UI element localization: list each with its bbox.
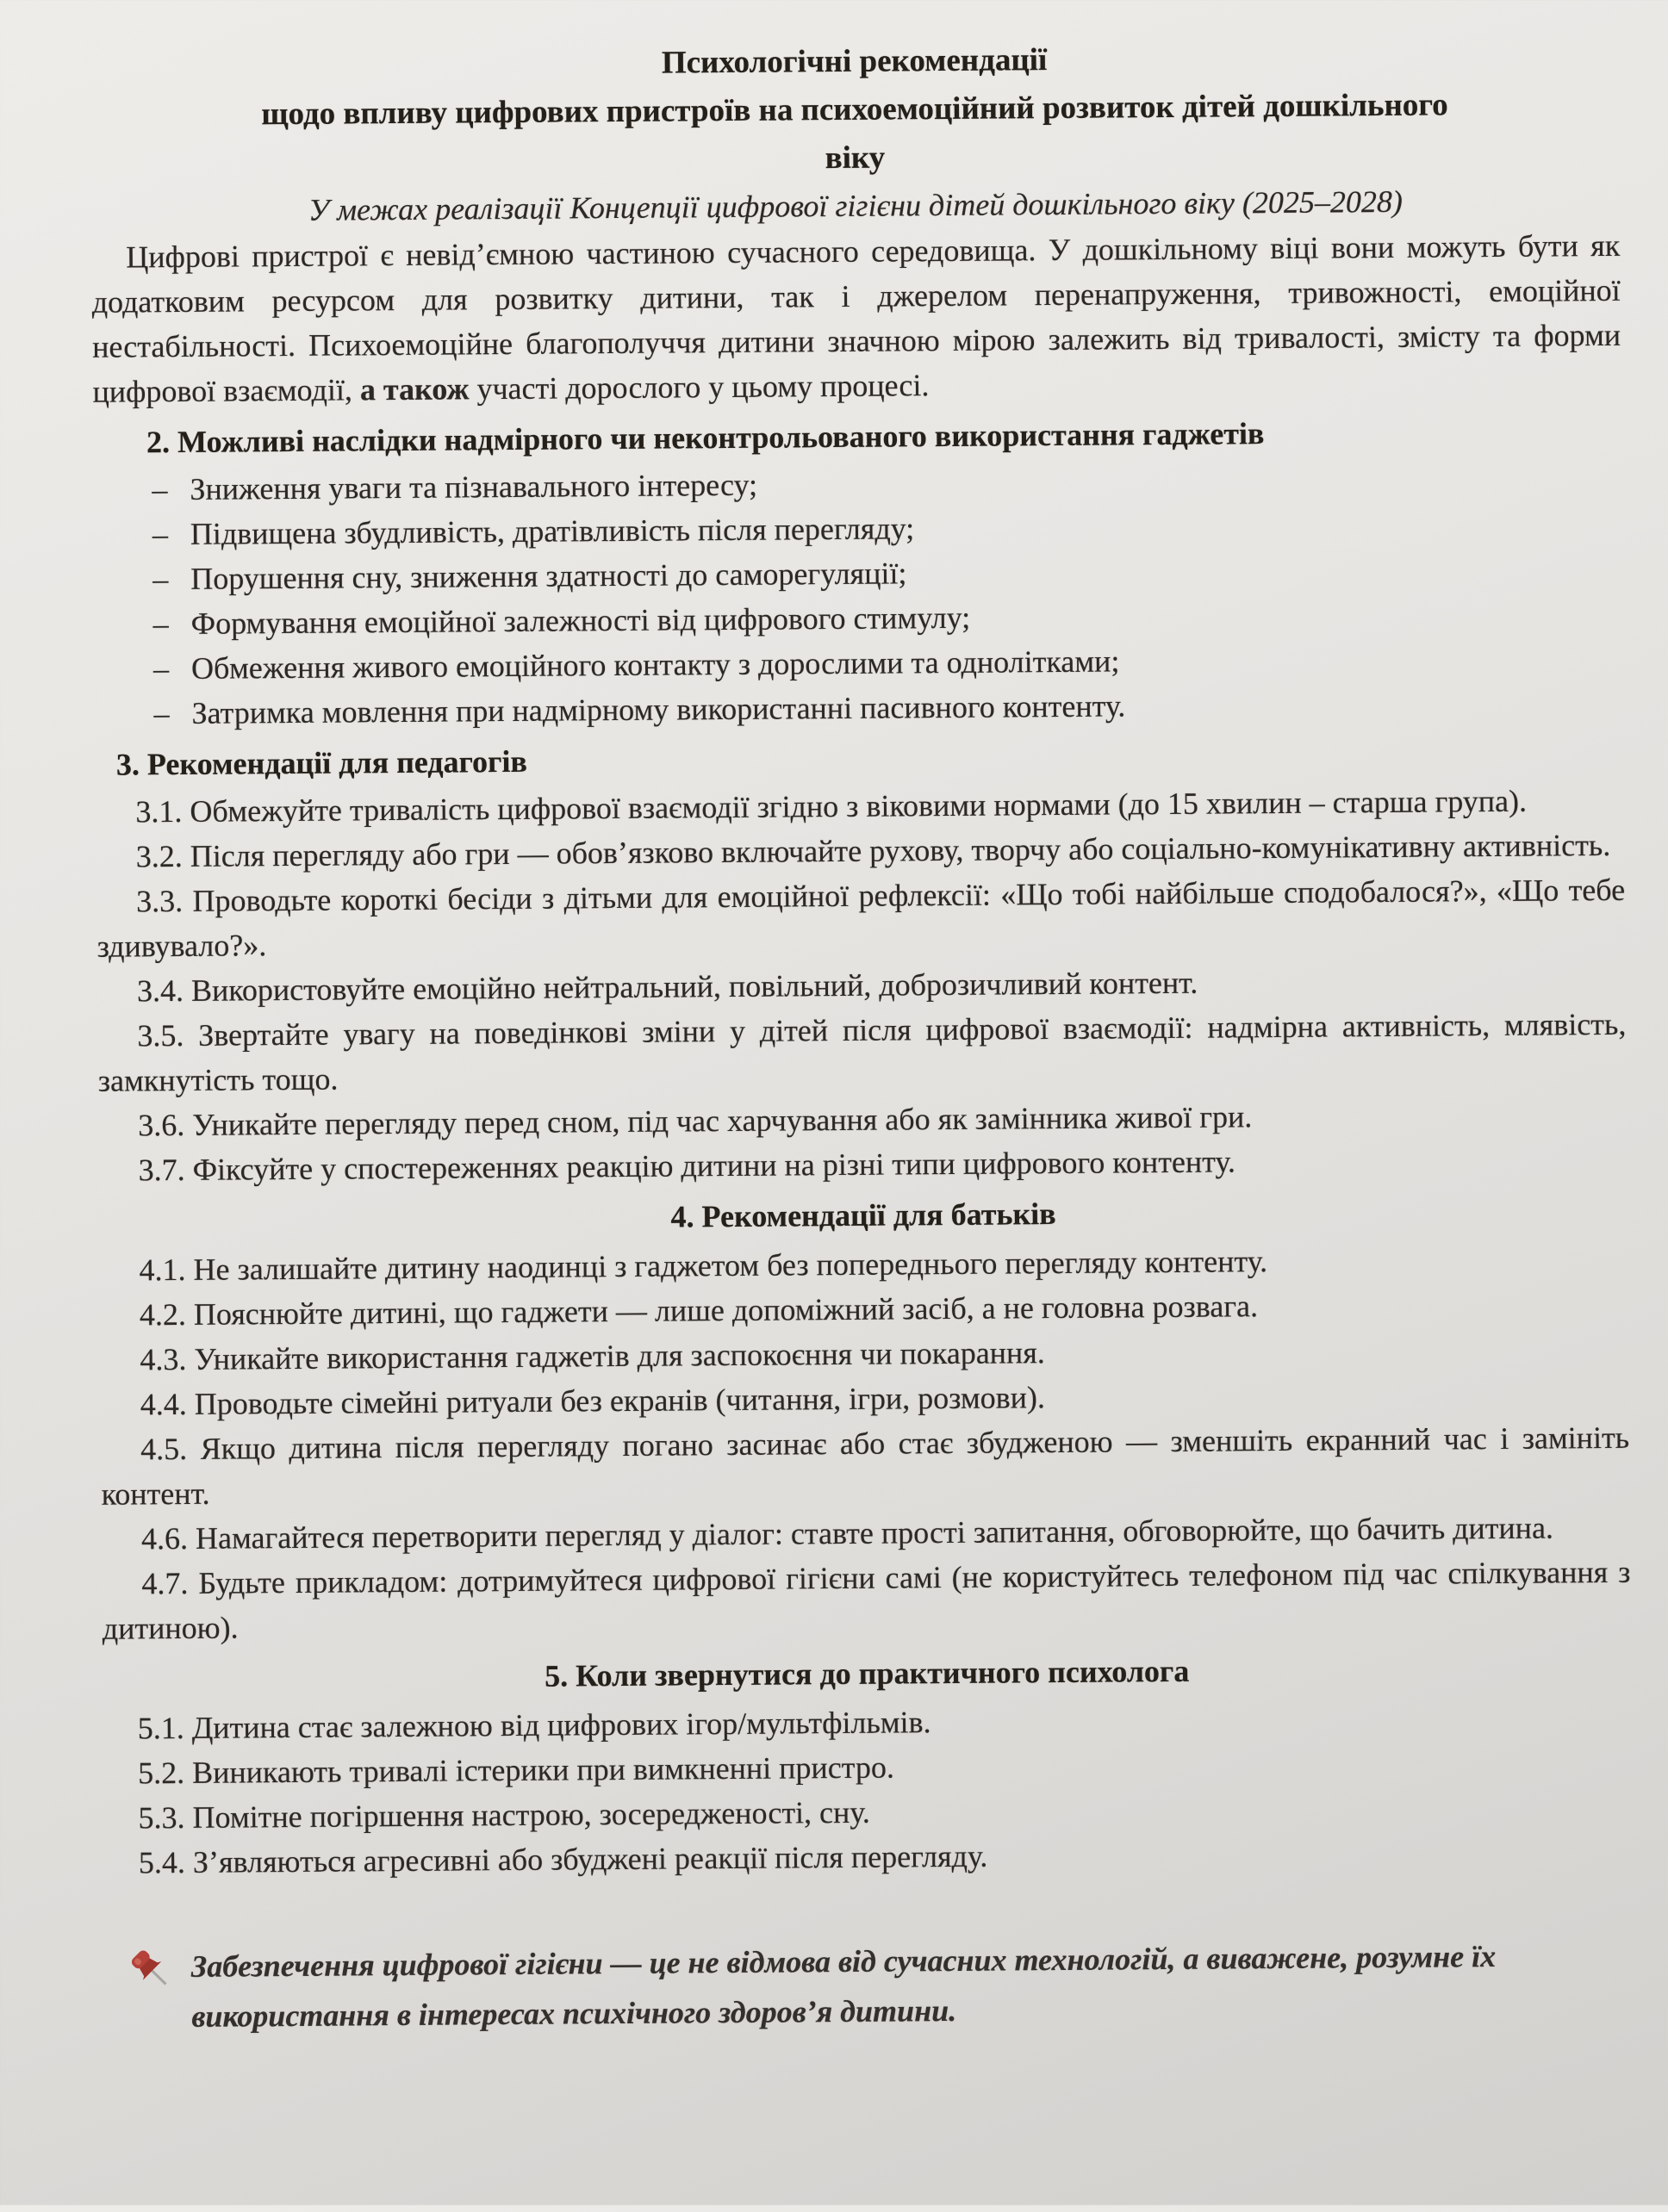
list-item: 4.2. Пояснюйте дитині, що гаджети — лише допоміжний засіб, а не головна розвага. [139,1289,1259,1333]
pushpin-icon [126,1945,176,1993]
list-item: 3.1. Обмежуйте тривалість цифрової взаємодії згідно з віковими нормами (до 15 хвилин – старша група). [135,783,1528,830]
bullet-text: Підвищена збудливість, дратівливість після перегляду; [190,511,915,551]
list-item: 3.3. Проводьте короткі бесіди з дітьми для емоційної рефлексії: «Що тобі найбільше сподобалося?», «Що тебе здивувало?». [96,872,1626,964]
list-item: 5.4. З’являються агресивні або збуджені реакції після перегляду. [138,1838,988,1880]
section-consequences [93,407,1624,736]
document-title [90,32,1619,189]
title-line-2: щодо впливу цифрових пристроїв на психоемоційний розвиток дітей дошкільного [261,87,1448,133]
section-psychologist [103,1643,1633,1886]
section4-heading: 4. Рекомендації для батьків [670,1196,1056,1234]
list-item: 5.3. Помітне погіршення настрою, зосередженості, сну. [138,1794,870,1836]
list-item: 3.5. Звертайте увагу на поведінкові зміни у дітей після цифрової взаємодії: надмірна активність, млявість, замкнутість тощо. [97,1006,1627,1098]
bullet-dash: – [152,651,170,687]
intro-paragraph [91,223,1621,414]
title-line-3: віку [825,140,886,177]
intro-bold-text: а також [359,371,470,407]
list-item: 5.1. Дитина стає залежною від цифрових ігор/мультфільмів. [137,1705,931,1746]
intro-text-after: участі дорослого у цьому процесі. [469,368,930,407]
section2-heading: 2. Можливі наслідки надмірного чи неконтрольованого використання гаджетів [146,416,1265,460]
list-item: 5.2. Виникають тривалі істерики при вимкненні пристро. [137,1749,895,1791]
bullet-dash: – [152,562,169,597]
intro-text: Цифрові пристрої є невід’ємною частиною сучасного середовища. У дошкільному віці вони можуть бути як додатковим ресурсом для розвитку дитини, так і джерелом перенапруження, тривожності, емоційної нестабільності. Психоемоційне благополуччя дитини значною мірою залежить від тривалості, змісту та форми цифрової взаємодії, [91,227,1621,409]
footer-text: Забезпечення цифрової гігієни — це не відмова від сучасних технологій, а виважене, розумне їх використання в інтересах психічного здоров’я дитини. [190,1939,1497,2034]
bullet-dash: – [152,517,169,552]
list-item: 3.6. Уникайте перегляду перед сном, під час харчування або як замінника живої гри. [138,1099,1253,1143]
document-subtitle: У межах реалізації Концепції цифрової гігієни дітей дошкільного віку (2025–2028) [308,183,1403,227]
list-item: 4.5. Якщо дитина після перегляду погано засинає або стає збудженою — зменшіть екранний час і замініть контент. [101,1420,1630,1512]
list-item: 4.7. Будьте прикладом: дотримуйтеся цифрової гігієни самі (не користуйтесь телефоном під час спілкування з дитиною). [102,1554,1631,1646]
list-item: 4.4. Проводьте сімейні ритуали без екранів (читання, ігри, розмови). [140,1380,1046,1422]
bullet-text: Зниження уваги та пізнавального інтересу; [190,467,758,506]
list-item: 4.1. Не залишайте дитину наодинці з гаджетом без попереднього перегляду контенту. [139,1244,1268,1288]
bullet-dash: – [152,606,169,642]
list-item: 3.2. Після перегляду або гри — обов’язково включайте рухову, творчу або соціально-комунікативну активність. [135,827,1611,874]
bullet-dash: – [152,472,168,507]
bullet-text: Обмеження живого емоційного контакту з дорослими та однолітками; [190,643,1120,686]
list-item: 3.7. Фіксуйте у спостереженнях реакцію дитини на різні типи цифрового контенту. [138,1144,1236,1188]
section-teachers [96,730,1628,1193]
section-parents [99,1184,1631,1651]
list-item: 4.3. Уникайте використання гаджетів для заспокоєння чи покарання. [140,1335,1045,1377]
bullet-text: Затримка мовлення при надмірному використанні пасивного контенту. [191,688,1126,730]
section3-heading: 3. Рекомендації для педагогів [115,743,527,782]
bullet-text: Формування емоційної залежності від цифрового стимулу; [190,600,971,641]
section5-heading: 5. Коли звернутися до практичного психолога [545,1653,1190,1693]
footer-note [96,1930,1634,2042]
title-line-1: Психологічні рекомендації [661,42,1048,81]
bullet-dash: – [153,696,170,731]
list-item: 3.4. Використовуйте емоційно нейтральний, повільний, доброзичливий контент. [136,965,1198,1009]
list-item: 4.6. Намагайтеся перетворити перегляд у діалог: ставте прості запитання, обговорюйте, що бачить дитина. [140,1510,1554,1556]
bullet-text: Порушення сну, зниження здатності до саморегуляції; [190,556,907,596]
